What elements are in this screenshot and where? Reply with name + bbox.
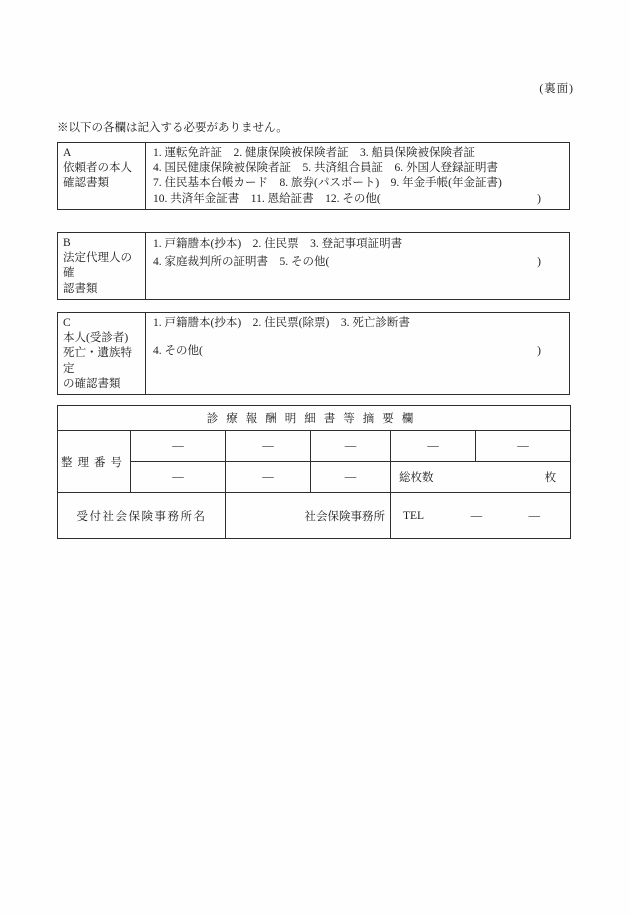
- option-line-text: 4. 家庭裁判所の証明書 5. その他(: [153, 255, 330, 268]
- table-row: [58, 143, 570, 210]
- blank-fill-space: [329, 254, 537, 272]
- table-row: [58, 313, 570, 395]
- office-name-suffix: 社会保険事務所: [226, 493, 391, 539]
- document-option-line: 1. 戸籍謄本(抄本) 2. 住民票 3. 登記事項証明書: [153, 238, 403, 250]
- section-label-line: 認書類: [63, 282, 98, 295]
- table-row: [58, 462, 571, 493]
- serial-number-cell: —: [311, 431, 391, 462]
- section-b-table: [57, 232, 570, 300]
- section-letter: A: [63, 147, 72, 159]
- blank-fill-space: [381, 192, 538, 207]
- close-paren: ): [537, 192, 541, 205]
- serial-number-cell: —: [131, 462, 226, 493]
- section-c-table: [57, 312, 570, 395]
- tel-cell: [391, 493, 571, 539]
- document-option-line: [153, 192, 563, 207]
- blank-fill-space: [203, 344, 537, 359]
- document-option-line: 1. 運転免許証 2. 健康保険被保険者証 3. 船員保険被保険者証: [153, 147, 475, 159]
- section-label-line: 依頼者の本人: [63, 162, 132, 175]
- table-row: [58, 406, 571, 431]
- section-a-label-cell: [58, 143, 146, 210]
- tel-label: TEL: [403, 509, 425, 522]
- document-option-line: 1. 戸籍謄本(抄本) 2. 住民票(除票) 3. 死亡診断書: [153, 317, 410, 329]
- page-side-label: (裏面): [539, 83, 574, 95]
- section-c-label-cell: [58, 313, 146, 395]
- instruction-note: ※以下の各欄は記入する必要がありません。: [57, 122, 288, 134]
- tel-dash: —: [470, 509, 483, 522]
- close-paren: ): [537, 345, 541, 358]
- close-paren: ): [537, 255, 541, 268]
- section-b-content-cell: [146, 233, 570, 300]
- reception-office-label: 受付社会保険事務所名: [58, 493, 226, 539]
- tel-dash: —: [528, 509, 541, 522]
- document-option-line: [153, 344, 563, 359]
- table-row: [58, 431, 571, 462]
- section-label-line: 本人(受診者): [63, 332, 129, 345]
- section-letter: B: [63, 237, 71, 249]
- section-label-line: 法定代理人の確: [63, 252, 132, 280]
- section-b-label-cell: [58, 233, 146, 300]
- total-sheets-unit: 枚: [544, 472, 557, 484]
- serial-number-cell: —: [311, 462, 391, 493]
- serial-number-cell: —: [226, 431, 311, 462]
- option-line-text: 10. 共済年金証書 11. 恩給証書 12. その他(: [153, 192, 381, 205]
- serial-number-cell: —: [391, 431, 476, 462]
- document-option-line: 7. 住民基本台帳カード 8. 旅券(パスポート) 9. 年金手帳(年金証書): [153, 177, 502, 190]
- total-sheets-label: 総枚数: [399, 472, 434, 484]
- summary-table: [57, 405, 571, 539]
- total-sheets-cell: [391, 462, 571, 493]
- section-label-line: 死亡・遺族特定: [63, 347, 132, 375]
- section-label-line: 確認書類: [63, 177, 109, 190]
- section-a-content-cell: [146, 143, 570, 210]
- option-line-text: 4. その他(: [153, 345, 203, 358]
- section-label-line: の確認書類: [63, 377, 121, 390]
- section-c-content-cell: [146, 313, 570, 395]
- section-a-table: [57, 142, 570, 210]
- summary-table-title: 診療報酬明細書等摘要欄: [58, 406, 571, 431]
- document-option-line: 4. 国民健康保険被保険者証 5. 共済組合員証 6. 外国人登録証明書: [153, 162, 498, 175]
- table-row: [58, 493, 571, 539]
- serial-number-label: 整理番号: [58, 431, 131, 493]
- document-option-line: [153, 254, 563, 272]
- serial-number-cell: —: [476, 431, 571, 462]
- serial-number-cell: —: [226, 462, 311, 493]
- serial-number-cell: —: [131, 431, 226, 462]
- table-row: [58, 233, 570, 300]
- section-letter: C: [63, 317, 71, 329]
